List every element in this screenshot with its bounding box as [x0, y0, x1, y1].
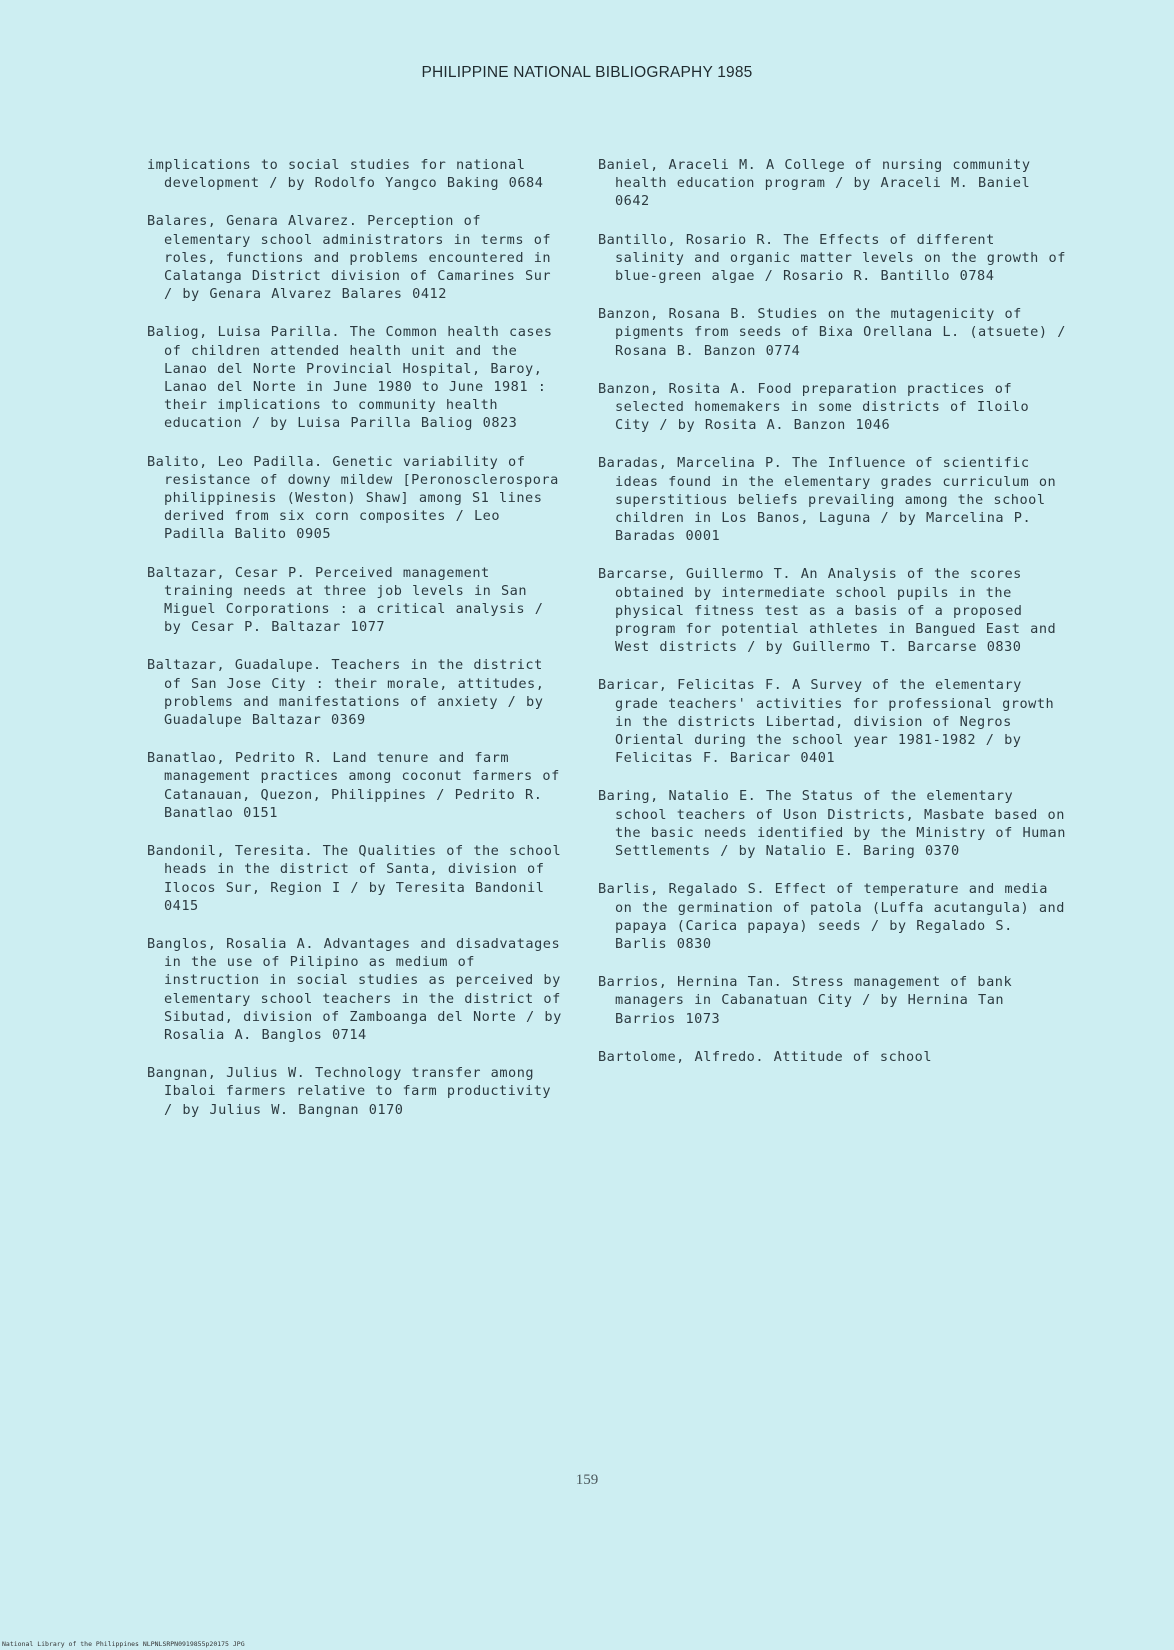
bibliography-entry: Baliog, Luisa Parilla. The Common health cases of children attended health unit and the Lanao del Norte Provincial Hospital, Baroy, Lanao del Norte in June 1980 to June 1981 : their implications to community health education / by Luisa Parilla Baliog 0823: [147, 324, 553, 432]
bibliography-entry: Banzon, Rosita A. Food preparation practices of selected homemakers in some districts of Iloilo City / by Rosita A. Banzon 1046: [598, 380, 1030, 434]
bibliography-entry: Baring, Natalio E. The Status of the elementary school teachers of Uson Districts, Masbate based on the basic needs identified by the Ministry of Human Settlements / by Natalio E. Baring 0370: [598, 788, 1066, 860]
bibliography-entry: Baradas, Marcelina P. The Influence of scientific ideas found in the elementary grades curriculum on superstitious beliefs prevailing among the school children in Los Banos, Laguna / by Marcelina P. Baradas 0001: [598, 455, 1057, 545]
bibliography-entry: Bangnan, Julius W. Technology transfer among Ibaloi farmers relative to farm productivity / by Julius W. Bangnan 0170: [147, 1065, 552, 1118]
page-header: PHILIPPINE NATIONAL BIBLIOGRAPHY 1985: [421, 64, 753, 81]
bibliography-entry: Bantillo, Rosario R. The Effects of different salinity and organic matter levels on the growth of blue-green algae / Rosario R. Bantillo 0784: [598, 231, 1066, 285]
bibliography-entry: Barlis, Regalado S. Effect of temperature and media on the germination of patola (Luffa acutangula) and papaya (Carica papaya) seeds / by Regalado S. Barlis 0830: [598, 881, 1065, 952]
left-column: [147, 156, 567, 1139]
bibliography-entry: Barcarse, Guillermo T. An Analysis of the scores obtained by intermediate school pupils in the physical fitness test as a basis of a proposed program for potential athletes in Bangued East and West districts / by Guillermo T. Barcarse 0830: [598, 566, 1057, 656]
bibliography-entry: Bartolome, Alfredo. Attitude of school: [598, 1048, 932, 1065]
right-column: [598, 156, 1068, 1086]
bibliography-entry: Balares, Genara Alvarez. Perception of elementary school administrators in terms of roles, functions and problems encountered in Calatanga District division of Camarines Sur / by Genara Alvarez Balares 0412: [147, 213, 552, 303]
bibliography-entry: Barrios, Hernina Tan. Stress management of bank managers in Cabanatuan City / by Hernina Tan Barrios 1073: [598, 974, 1013, 1027]
bibliography-entry: Banglos, Rosalia A. Advantages and disadvatages in the use of Pilipino as medium of instruction in social studies as perceived by elementary school teachers in the district of Sibutad, division of Zamboanga del Norte / by Rosalia A. Banglos 0714: [147, 935, 562, 1043]
bibliography-entry: Baricar, Felicitas F. A Survey of the elementary grade teachers' activities for professional growth in the districts Libertad, division of Negros Oriental during the school year 1981-1982 / by Felicitas F. Baricar 0401: [598, 677, 1055, 767]
bibliography-entry: Balito, Leo Padilla. Genetic variability of resistance of downy mildew [Peronosclerospora philippinesis (Weston) Shaw] among S1 lines derived from six corn composites / Leo Padilla Balito 0905: [147, 453, 559, 543]
bibliography-entry: Banatlao, Pedrito R. Land tenure and farm management practices among coconut farmers of Catanauan, Quezon, Philippines / Pedrito R. Banatlao 0151: [147, 750, 560, 821]
bibliography-entry: Banzon, Rosana B. Studies on the mutagenicity of pigments from seeds of Bixa Orellana L. (atsuete) / Rosana B. Banzon 0774: [598, 306, 1066, 359]
page-number: 159: [575, 1472, 599, 1488]
scan-caption: National Library of the Philippines NLPNLSRPN0919855p20175 JPG: [2, 1640, 245, 1648]
bibliography-entry: Baltazar, Cesar P. Perceived management training needs at three job levels in San Miguel Corporations : a critical analysis / by Cesar P. Baltazar 1077: [147, 564, 544, 636]
bibliography-entry: implications to social studies for national development / by Rodolfo Yangco Baking 0684: [147, 157, 544, 192]
bibliography-entry: Baltazar, Guadalupe. Teachers in the district of San Jose City : their morale, attitudes, problems and manifestations of anxiety / by Guadalupe Baltazar 0369: [147, 657, 545, 729]
bibliography-entry: Baniel, Araceli M. A College of nursing community health education program / by Araceli M. Baniel 0642: [598, 157, 1031, 210]
bibliography-entry: Bandonil, Teresita. The Qualities of the school heads in the district of Santa, division of Ilocos Sur, Region I / by Teresita Bandonil 0415: [147, 843, 562, 914]
